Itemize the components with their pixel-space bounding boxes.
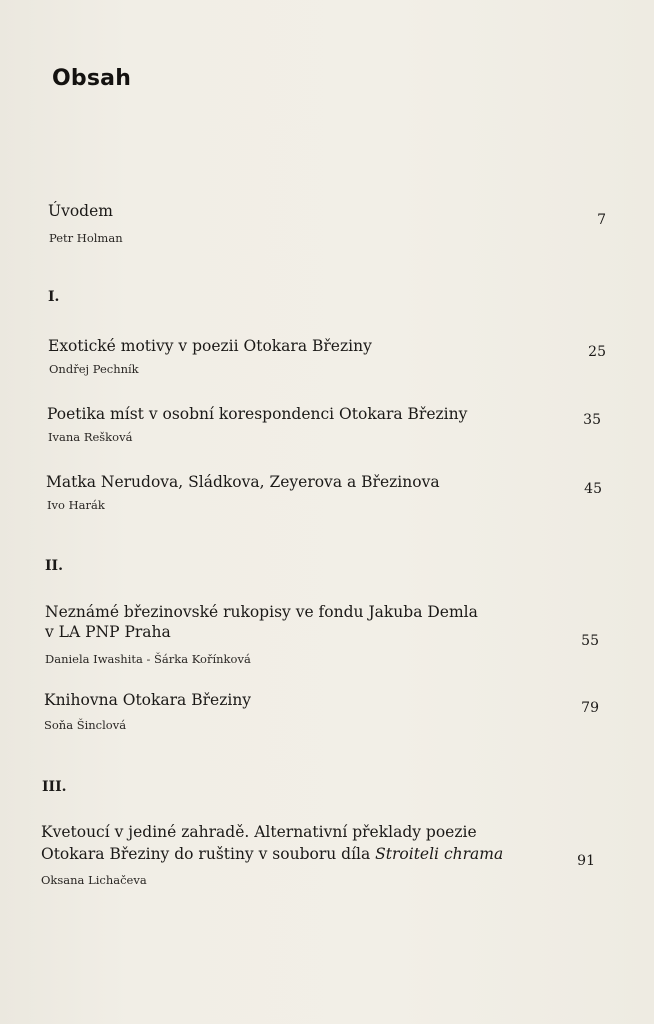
toc-entry-page: 35 (583, 412, 601, 428)
section-label: III. (42, 779, 67, 795)
toc-entry-page: 7 (597, 212, 606, 228)
toc-entry-title: Úvodem (48, 202, 113, 220)
section-label: I. (48, 289, 60, 305)
toc-entry-title: Matka Nerudova, Sládkova, Zeyerova a Březinova (46, 473, 440, 491)
toc-entry-page: 55 (581, 633, 599, 649)
toc-entry-title: Exotické motivy v poezii Otokara Březiny (48, 337, 372, 355)
toc-entry-title: Neznámé březinovské rukopisy ve fondu Jakuba Demla (45, 603, 478, 621)
page-title: Obsah (52, 66, 132, 91)
toc-entry-title-continuation (41, 844, 503, 865)
toc-entry-title: Poetika míst v osobní korespondenci Otokara Březiny (47, 405, 468, 423)
toc-entry-author: Ondřej Pechník (49, 362, 139, 376)
toc-entry-title: Kvetoucí v jediné zahradě. Alternativní překlady poezie (41, 823, 477, 841)
section-label: II. (45, 558, 63, 574)
toc-entry-page: 79 (581, 700, 599, 716)
toc-entry-page: 91 (577, 853, 595, 869)
toc-entry-page: 25 (588, 344, 606, 360)
toc-entry-author: Ivo Harák (47, 498, 105, 512)
toc-entry-author: Soňa Šinclová (44, 718, 127, 732)
toc-entry-page: 45 (584, 481, 602, 497)
toc-entry-title: Knihovna Otokara Březiny (44, 691, 252, 709)
toc-entry-author: Petr Holman (49, 231, 123, 245)
toc-entry-title-text: Otokara Březiny do ruštiny v souboru díla (41, 845, 376, 863)
toc-entry-author: Oksana Lichačeva (41, 873, 147, 887)
toc-entry-title-continuation: v LA PNP Praha (45, 623, 171, 641)
toc-entry-title-italic: Stroiteli chrama (375, 845, 504, 863)
toc-entry-author: Ivana Rešková (48, 430, 133, 444)
toc-entry-author: Daniela Iwashita - Šárka Kořínková (45, 652, 251, 666)
